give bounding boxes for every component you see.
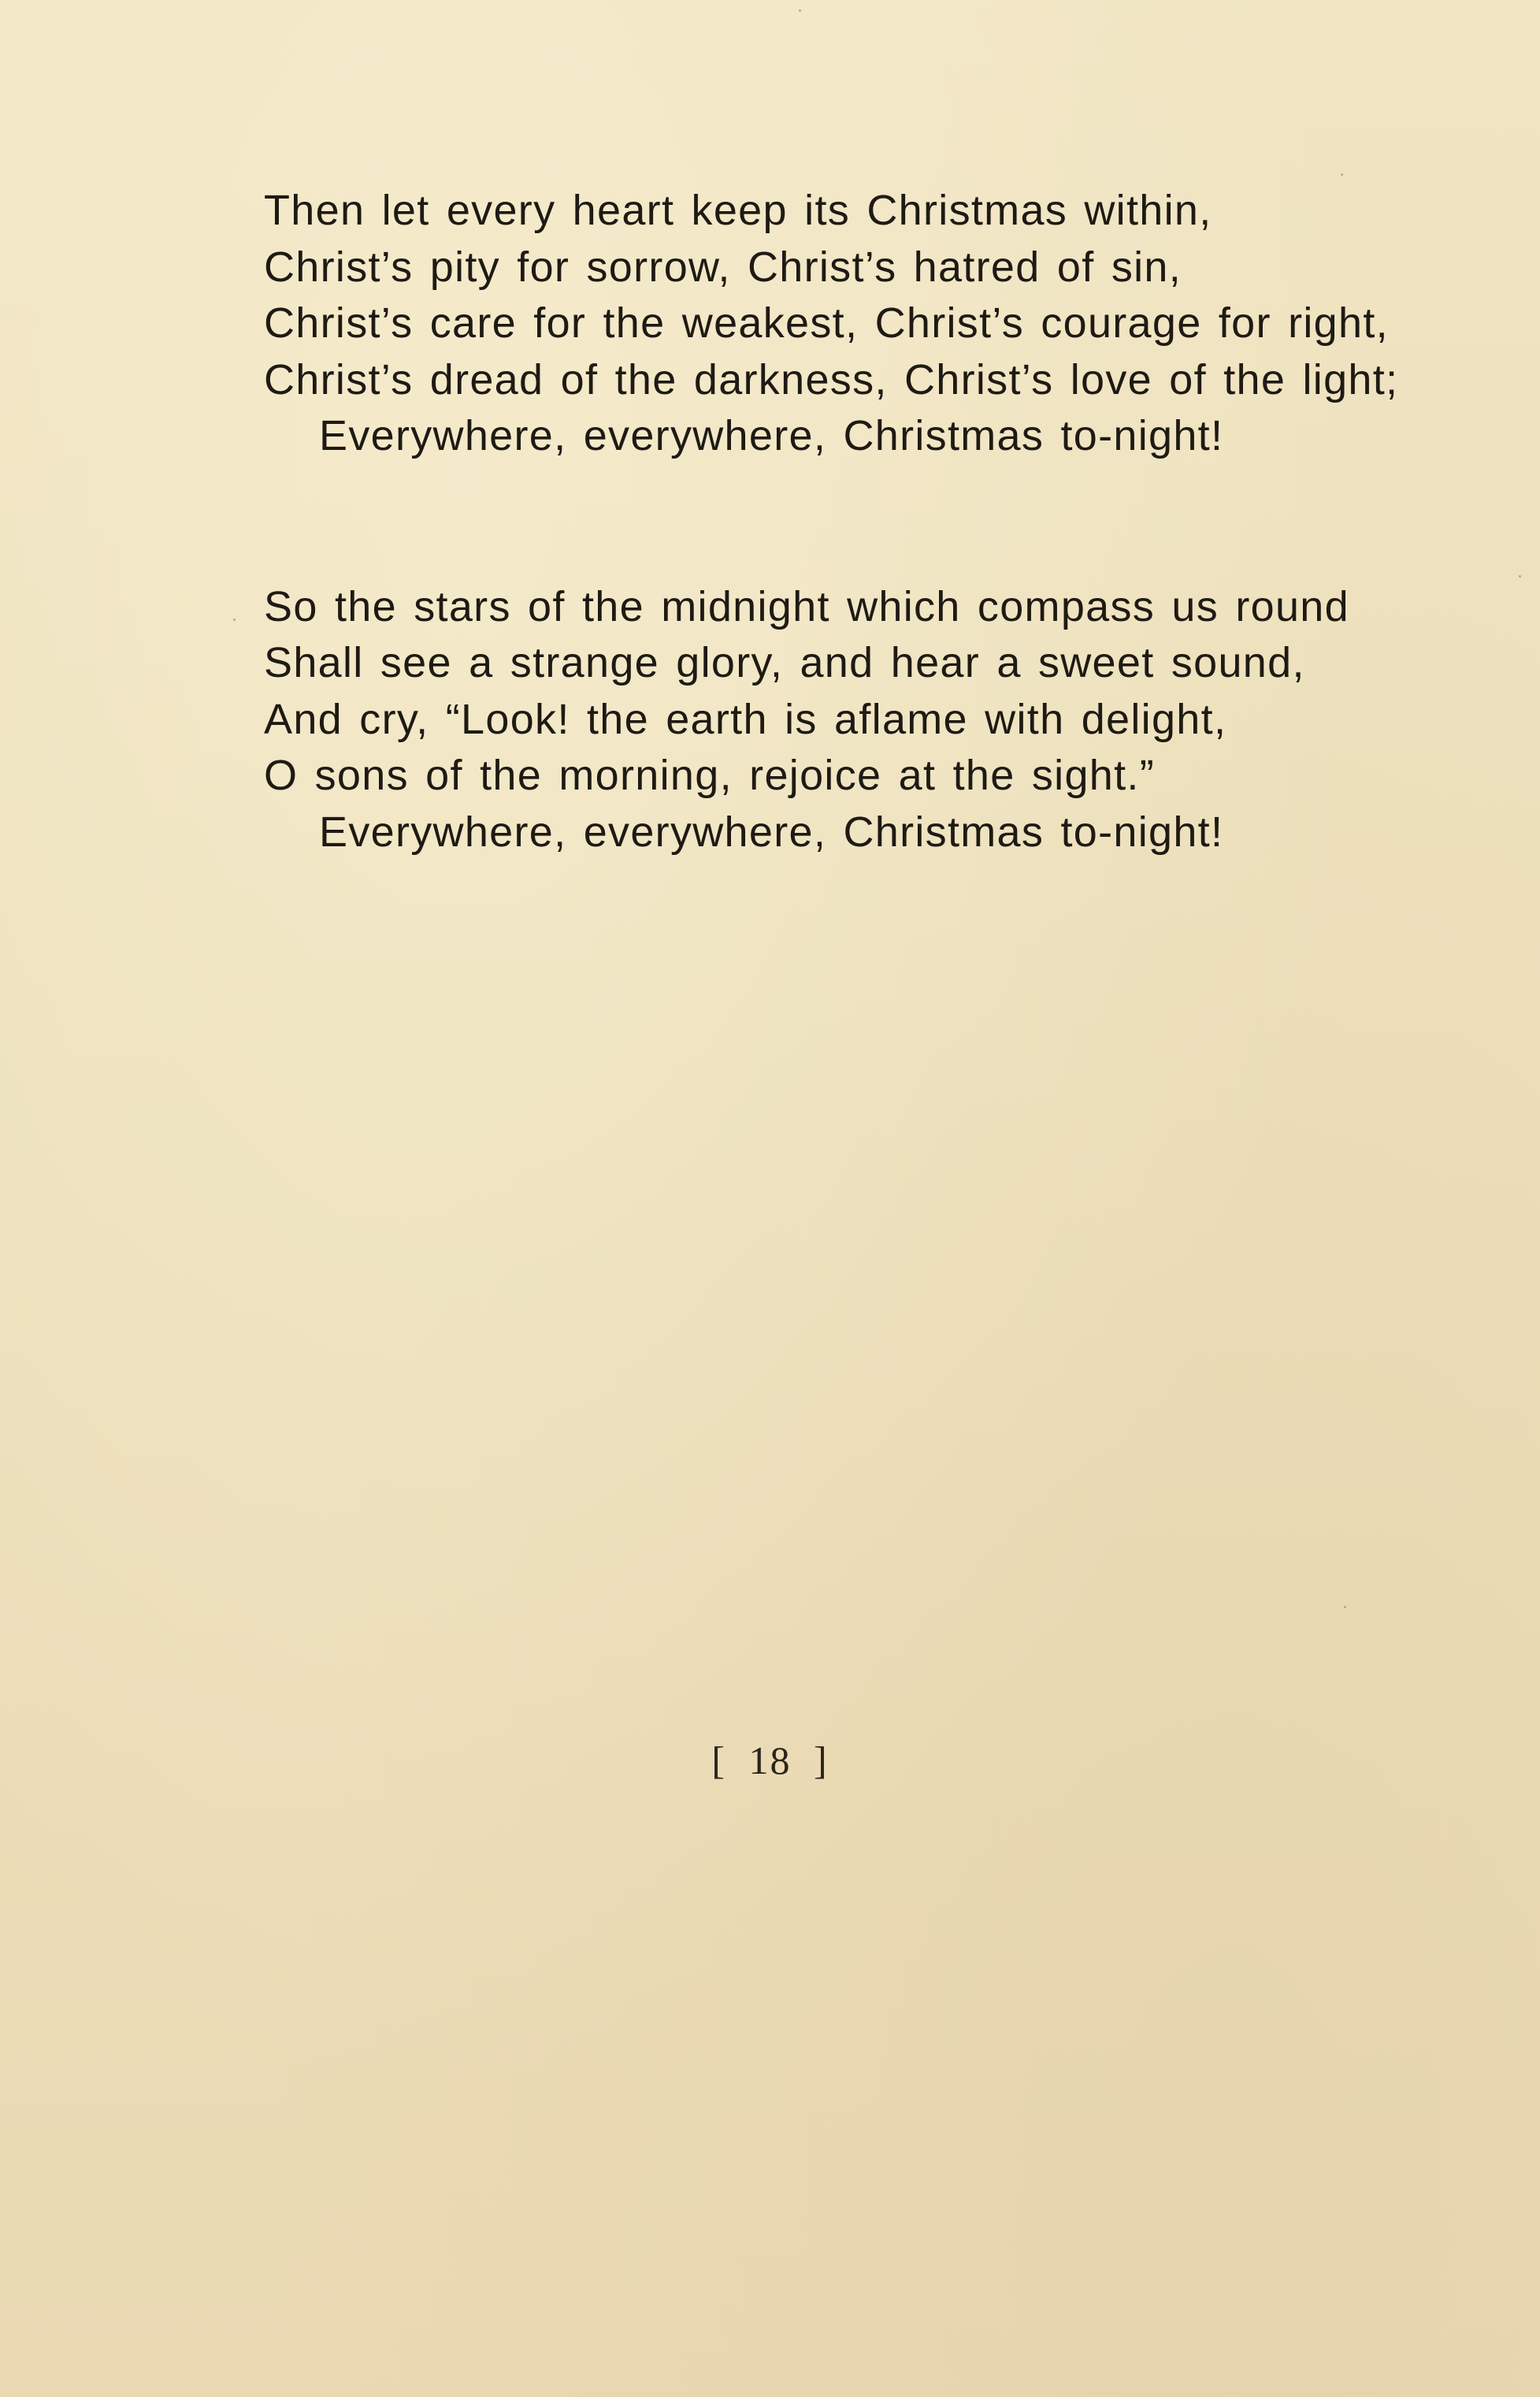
paper-speck bbox=[1519, 575, 1521, 578]
poem-line: Then let every heart keep its Christmas within, bbox=[264, 187, 1212, 234]
poem-line: So the stars of the midnight which compass us round bbox=[264, 582, 1349, 630]
paper-speck bbox=[233, 619, 236, 621]
poem-refrain: Everywhere, everywhere, Christmas to-night! bbox=[319, 412, 1224, 459]
poem-line: Christ’s care for the weakest, Christ’s courage for right, bbox=[264, 299, 1389, 347]
paper-speck bbox=[799, 9, 801, 12]
paper-speck bbox=[1344, 1606, 1346, 1608]
poem-line: Christ’s dread of the darkness, Christ’s love of the light; bbox=[264, 355, 1399, 403]
poem-line: Christ’s pity for sorrow, Christ’s hatred of sin, bbox=[264, 243, 1182, 291]
stanza-2 bbox=[264, 579, 1493, 861]
paper-speck bbox=[1341, 173, 1343, 176]
poem bbox=[264, 183, 1493, 860]
poem-line: And cry, “Look! the earth is aflame with delight, bbox=[264, 695, 1227, 743]
stanza-1 bbox=[264, 183, 1493, 465]
page-number: [ 18 ] bbox=[711, 1738, 829, 1782]
poem-line: Shall see a strange glory, and hear a sweet sound, bbox=[264, 639, 1305, 686]
poem-line: O sons of the morning, rejoice at the sight.” bbox=[264, 752, 1156, 799]
poem-refrain: Everywhere, everywhere, Christmas to-night! bbox=[319, 808, 1224, 856]
